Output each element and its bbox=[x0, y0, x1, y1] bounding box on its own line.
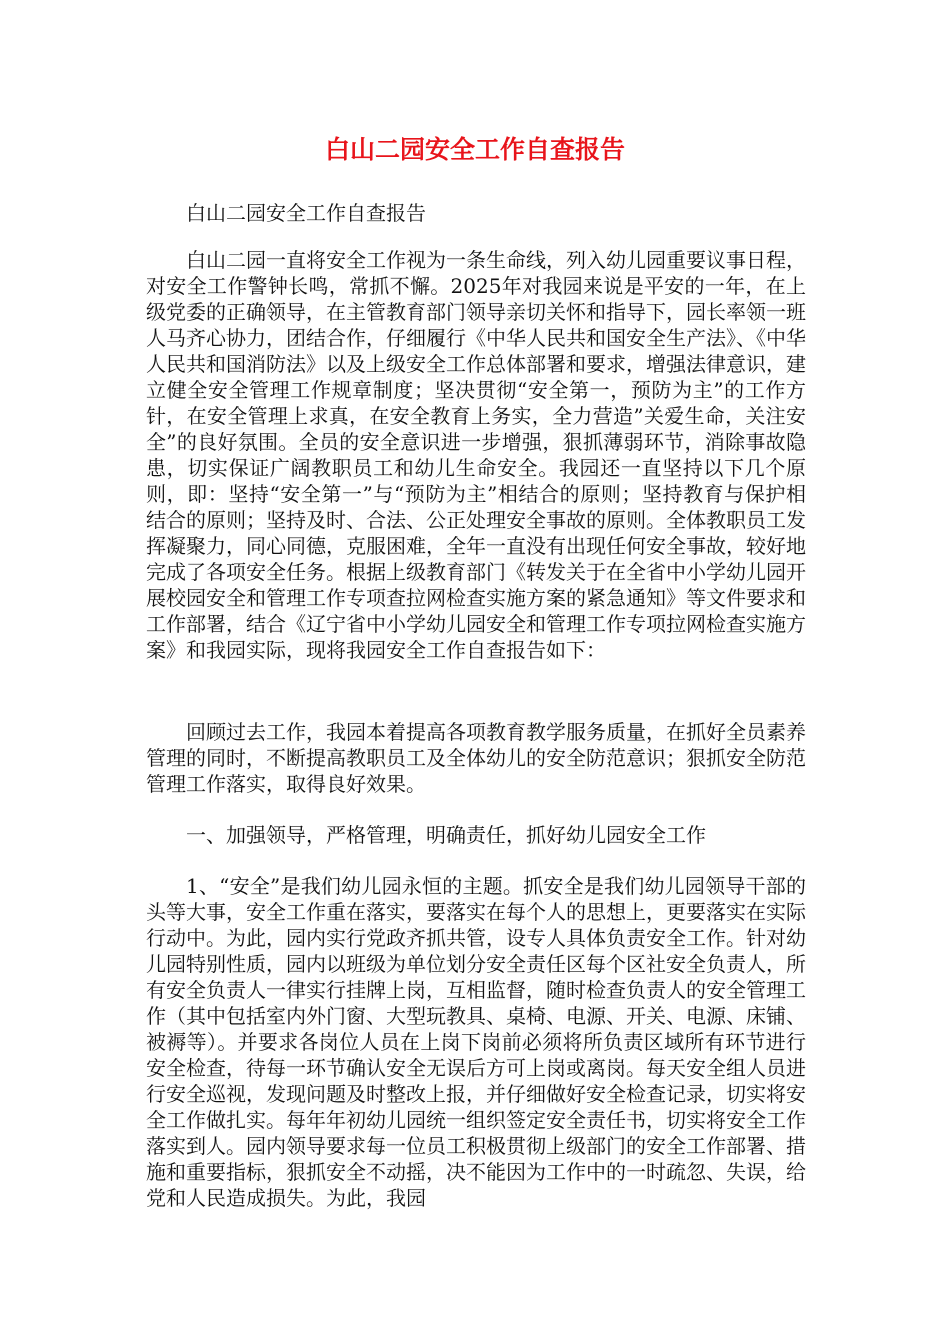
paragraph-intro: 白山二园一直将安全工作视为一条生命线，列入幼儿园重要议事日程，对安全工作警钟长鸣，常抓不懈。2025年对我园来说是平安的一年，在上级党委的正确领导，在主管教育部门领导亲切关怀和指导下，园长率领一班人马齐心协力，团结合作，仔细履行《中华人民共和国安全生产法》、《中华人民共和国消防法》以及上级安全工作总体部署和要求，增强法律意识，建立健全安全管理工作规章制度；坚决贯彻“安全第一，预防为主”的工作方针，在安全管理上求真，在安全教育上务实，全力营造”关爱生命，关注安全”的良好氛围。全员的安全意识进一步增强，狠抓薄弱环节，消除事故隐患，切实保证广阔教职员工和幼儿生命安全。我园还一直坚持以下几个原则，即：坚持“安全第一”与“预防为主”相结合的原则；坚持教育与保护相结合的原则；坚持及时、合法、公正处理安全事故的原则。全体教职员工发挥凝聚力，同心同德，克服困难，全年一直没有出现任何安全事故，较好地完成了各项安全任务。根据上级教育部门《转发关于在全省中小学幼儿园开展校园安全和管理工作专项查拉网检查实施方案的紧急通知》等文件要求和工作部署，结合《辽宁省中小学幼儿园安全和管理工作专项拉网检查实施方案》和我园实际，现将我园安全工作自查报告如下： bbox=[146, 248, 806, 662]
document-title: 白山二园安全工作自查报告 bbox=[324, 135, 625, 164]
paragraph-subtitle: 白山二园安全工作自查报告 bbox=[186, 201, 426, 225]
paragraph-item-1: 1、“安全”是我们幼儿园永恒的主题。抓安全是我们幼儿园领导干部的头等大事，安全工作重在落实，要落实在每个人的思想上，更要落实在实际行动中。为此，园内实行党政齐抓共管，设专人具体负责安全工作。针对幼儿园特别性质，园内以班级为单位划分安全责任区每个区社安全负责人，所有安全负责人一律实行挂牌上岗，互相监督，随时检查负责人的安全管理工作（其中包括室内外门窗、大型玩教具、桌椅、电源、开关、电源、床铺、被褥等）。并要求各岗位人员在上岗下岗前必须将所负责区域所有环节进行安全检查，待每一环节确认安全无误后方可上岗或离岗。每天安全组人员进行安全巡视，发现问题及时整改上报，并仔细做好安全检查记录，切实将安全工作做扎实。每年年初幼儿园统一组织签定安全责任书，切实将安全工作落实到人。园内领导要求每一位员工积极贯彻上级部门的安全工作部署、措施和重要指标，狠抓安全不动摇，决不能因为工作中的一时疏忽、失误，给党和人民造成损失。为此，我园 bbox=[146, 874, 806, 1210]
paragraph-review: 回顾过去工作，我园本着提高各项教育教学服务质量，在抓好全员素养管理的同时，不断提高教职员工及全体幼儿的安全防范意识；狠抓安全防范管理工作落实，取得良好效果。 bbox=[146, 720, 806, 796]
section-heading-1: 一、加强领导，严格管理，明确责任，抓好幼儿园安全工作 bbox=[186, 823, 706, 847]
